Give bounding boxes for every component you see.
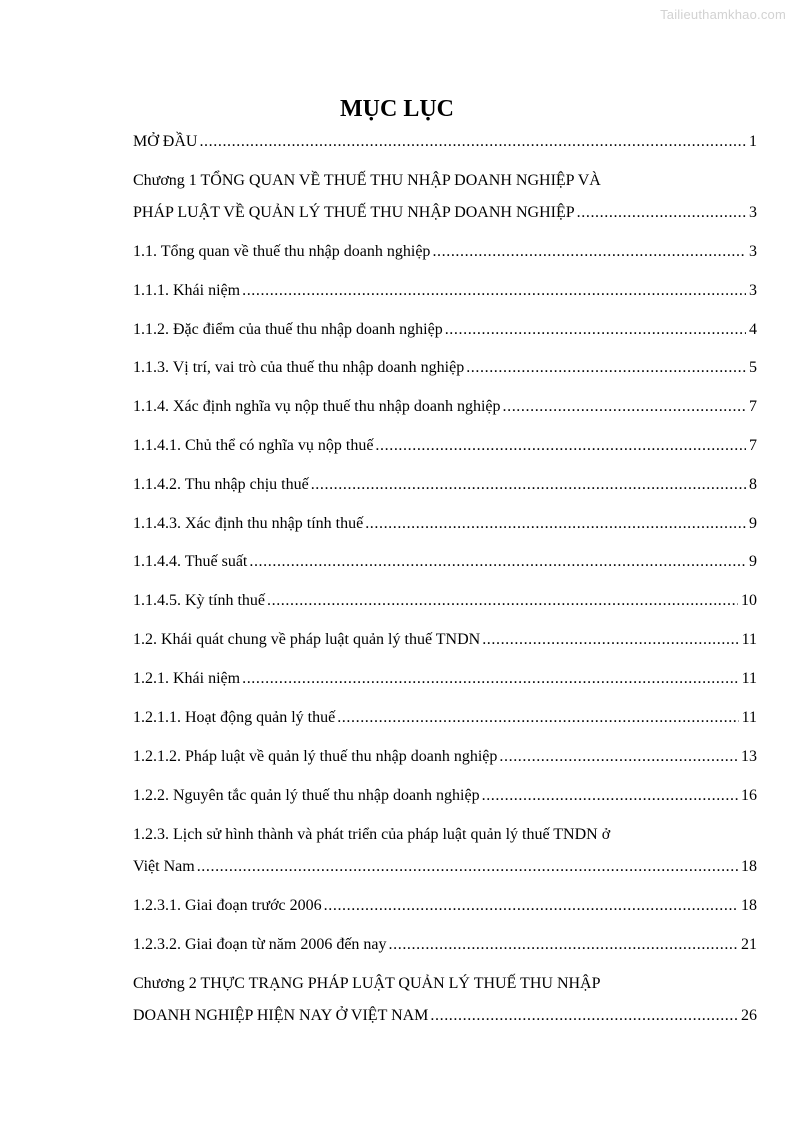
toc-entry xyxy=(133,747,757,767)
toc-page-number: 4 xyxy=(749,321,757,338)
toc-entry-label: 1.2.1. Khái niệm xyxy=(133,670,241,687)
toc-page-number: 18 xyxy=(741,897,757,914)
toc-entry xyxy=(133,669,757,689)
toc-entry-label: 1.1.4.1. Chủ thể có nghĩa vụ nộp thuế xyxy=(133,437,374,454)
toc-entry xyxy=(133,630,757,650)
toc-entry-label: 1.1.1. Khái niệm xyxy=(133,282,241,299)
toc-entry-label: DOANH NGHIỆP HIỆN NAY Ở VIỆT NAM xyxy=(133,1007,429,1024)
toc-page-number: 21 xyxy=(741,936,757,953)
toc-entry-label: 1.2.3.1. Giai đoạn trước 2006 xyxy=(133,897,322,914)
toc-page-number: 9 xyxy=(749,515,757,532)
toc-page-number: 10 xyxy=(741,592,757,609)
toc-page-number: 13 xyxy=(741,748,757,765)
toc-entry xyxy=(133,475,757,495)
watermark-text: Tailieuthamkhao.com xyxy=(660,7,786,22)
toc-entry xyxy=(133,436,757,456)
toc-entry-first-line: Chương 2 THỰC TRẠNG PHÁP LUẬT QUẢN LÝ THUẾ THU NHẬP xyxy=(133,975,601,992)
toc-entry-label: 1.2.1.1. Hoạt động quản lý thuế xyxy=(133,709,336,726)
toc-entry-first-line: Chương 1 TỔNG QUAN VỀ THUẾ THU NHẬP DOANH NGHIỆP VÀ xyxy=(133,172,601,189)
toc-entry xyxy=(133,857,757,877)
toc-entry xyxy=(133,552,757,572)
toc-page-number: 16 xyxy=(741,787,757,804)
toc-page-number: 1 xyxy=(749,133,757,150)
toc-entry-label: Việt Nam xyxy=(133,858,195,875)
toc-page-number: 18 xyxy=(741,858,757,875)
toc-entry-label: PHÁP LUẬT VỀ QUẢN LÝ THUẾ THU NHẬP DOANH NGHIỆP xyxy=(133,204,575,221)
toc-page-number: 3 xyxy=(749,243,757,260)
toc-entry-label: 1.2.3.2. Giai đoạn từ năm 2006 đến nay xyxy=(133,936,387,953)
toc-entry xyxy=(133,242,757,262)
toc-leader-dots xyxy=(430,1006,738,1026)
toc-leader-dots xyxy=(503,397,747,417)
toc-entry-label: 1.1.3. Vị trí, vai trò của thuế thu nhập doanh nghiệp xyxy=(133,359,465,376)
toc-entry-label: 1.2. Khái quát chung về pháp luật quản lý thuế TNDN xyxy=(133,631,481,648)
toc-page-number: 26 xyxy=(741,1007,757,1024)
toc-page-number: 7 xyxy=(749,437,757,454)
toc-leader-dots xyxy=(375,436,746,456)
toc-page-number: 11 xyxy=(741,670,757,687)
toc-page-number: 8 xyxy=(749,476,757,493)
toc-leader-dots xyxy=(577,203,746,223)
toc-leader-dots xyxy=(499,747,738,767)
toc-leader-dots xyxy=(482,630,738,650)
toc-page-number: 5 xyxy=(749,359,757,376)
toc-page-number: 9 xyxy=(749,553,757,570)
toc-entry-label: 1.2.1.2. Pháp luật về quản lý thuế thu nhập doanh nghiệp xyxy=(133,748,498,765)
toc-entry xyxy=(133,935,757,955)
toc-entry-label: 1.1.4.3. Xác định thu nhập tính thuế xyxy=(133,515,364,532)
toc-entry xyxy=(133,591,757,611)
toc-leader-dots xyxy=(445,320,746,340)
toc-entry xyxy=(133,896,757,916)
toc-leader-dots xyxy=(324,896,738,916)
toc-entry xyxy=(133,786,757,806)
toc-entry xyxy=(133,320,757,340)
toc-entry-label: MỞ ĐẦU xyxy=(133,133,198,150)
toc-leader-dots xyxy=(249,552,746,572)
toc-page-number: 3 xyxy=(749,282,757,299)
toc-entry xyxy=(133,358,757,378)
toc-leader-dots xyxy=(432,242,746,262)
toc-entry-first-line: 1.2.3. Lịch sử hình thành và phát triển của pháp luật quản lý thuế TNDN ở xyxy=(133,826,611,843)
toc-leader-dots xyxy=(242,281,746,301)
toc-leader-dots xyxy=(311,475,746,495)
toc-leader-dots xyxy=(482,786,738,806)
toc-entry xyxy=(133,397,757,417)
toc-leader-dots xyxy=(466,358,746,378)
toc-page-number: 7 xyxy=(749,398,757,415)
toc-entry-label: 1.1.4. Xác định nghĩa vụ nộp thuế thu nhập doanh nghiệp xyxy=(133,398,501,415)
toc-page-number: 11 xyxy=(741,631,757,648)
toc-leader-dots xyxy=(267,591,738,611)
toc-entry xyxy=(133,1006,757,1026)
page-title: MỤC LỤC xyxy=(340,96,454,122)
toc-entry xyxy=(133,514,757,534)
toc-entry-label: 1.1.4.2. Thu nhập chịu thuế xyxy=(133,476,309,493)
toc-leader-dots xyxy=(389,935,738,955)
toc-entry xyxy=(133,203,757,223)
toc-leader-dots xyxy=(242,669,739,689)
toc-entry xyxy=(133,708,757,728)
toc-entry-label: 1.2.2. Nguyên tắc quản lý thuế thu nhập doanh nghiệp xyxy=(133,787,480,804)
toc-entry-label: 1.1.4.4. Thuế suất xyxy=(133,553,248,570)
toc-leader-dots xyxy=(199,132,746,152)
toc-leader-dots xyxy=(365,514,746,534)
toc-page-number: 11 xyxy=(741,709,757,726)
toc-entry xyxy=(133,281,757,301)
toc-entry-label: 1.1. Tổng quan về thuế thu nhập doanh nghiệp xyxy=(133,243,431,260)
toc-leader-dots xyxy=(337,708,738,728)
toc-leader-dots xyxy=(197,857,738,877)
toc-entry-label: 1.1.2. Đặc điểm của thuế thu nhập doanh nghiệp xyxy=(133,321,443,338)
toc-entry-label: 1.1.4.5. Kỳ tính thuế xyxy=(133,592,265,609)
toc-page-number: 3 xyxy=(749,204,757,221)
toc-entry xyxy=(133,132,757,152)
